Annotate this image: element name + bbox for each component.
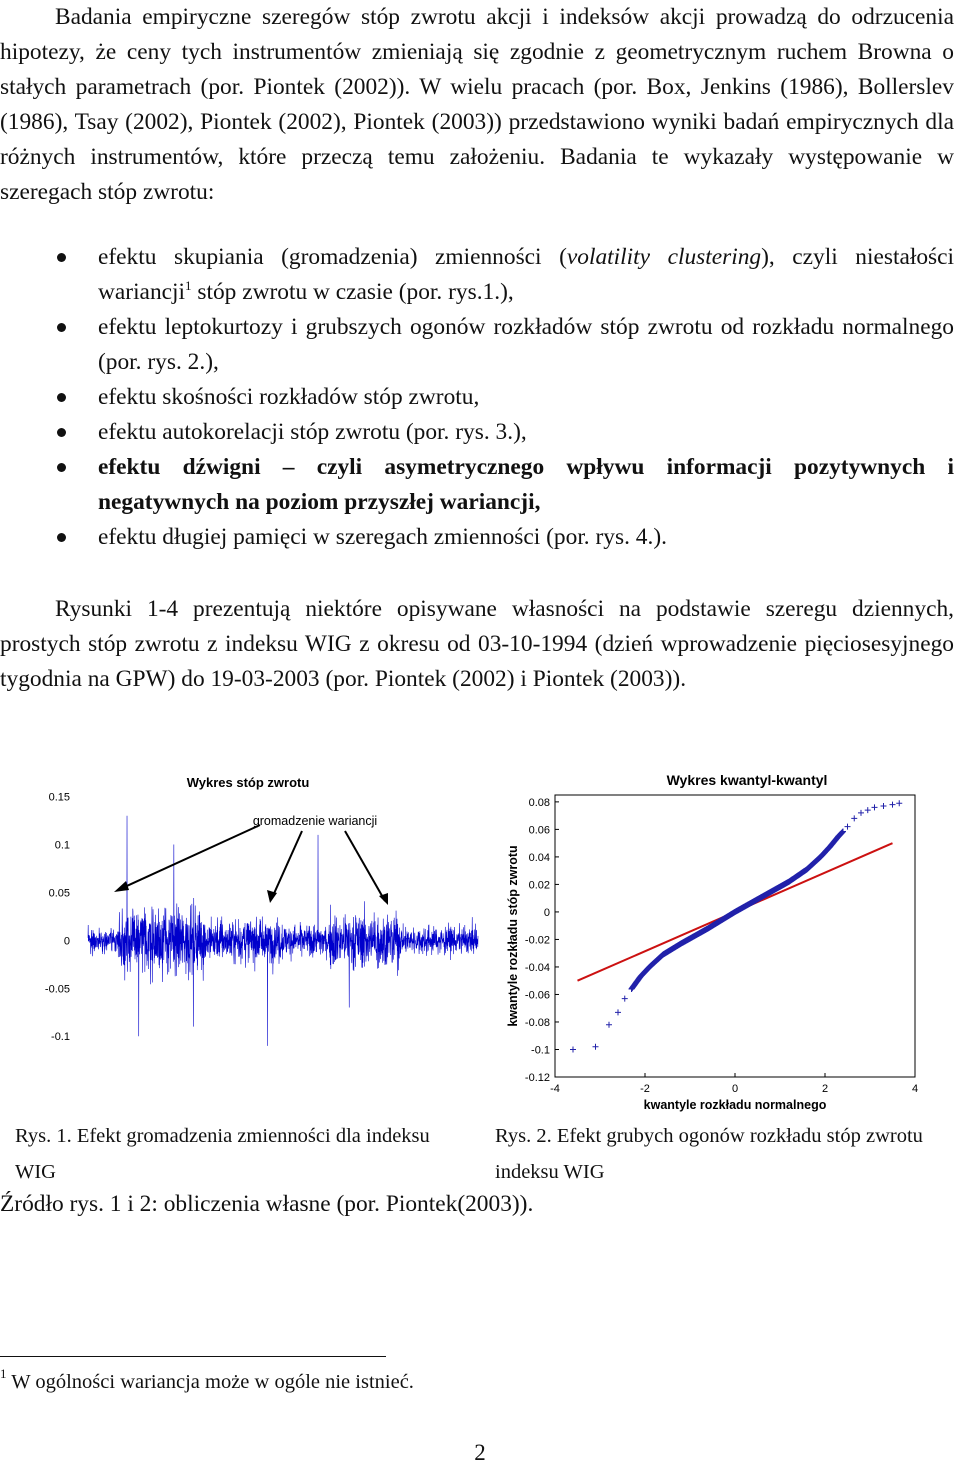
- figure-1-caption: Rys. 1. Efekt gromadzenia zmienności dla indeksu WIG: [15, 1125, 430, 1183]
- qq-point: [593, 1044, 599, 1050]
- y-tick-label: -0.04: [524, 961, 550, 974]
- y-tick-label: 0.1: [54, 839, 70, 852]
- footnote-rule: [0, 1356, 386, 1357]
- y-tick-label: 0.02: [528, 879, 550, 892]
- x-axis-ticks: [550, 1073, 918, 1095]
- y-tick-label: -0.1: [51, 1031, 70, 1044]
- intro-paragraph: Badania empiryczne szeregów stóp zwrotu akcji i indeksów akcji prowadzą do odrzucenia hipotezy, że ceny tych instrumentów zmieniają się zgodnie z geometrycznym ruchem Browna o stałych parametrach (por. Piontek (2002)). W wielu pracach (por. Box, Jenkins (1986), Bollerslev (1986), Tsay (2002), Piontek (2002), Piontek (2003)) przedstawiono wyniki badań empirycznych dla różnych instrumentów, które przeczą temu założeniu. Badania te wykazały występowanie w szeregach stóp zwrotu:: [0, 4, 954, 205]
- footnote: $^1$ W ogólności wariancja może w ogóle nie istnieć.: [0, 1366, 414, 1393]
- bullet-dot: [57, 428, 66, 437]
- x-tick-label: 2: [821, 1083, 829, 1095]
- list-item: efektu długiej pamięci w szeregach zmienności (por. rys. 4.).: [0, 520, 954, 555]
- footnote-ref: 1: [185, 278, 192, 293]
- annotation-arrows: [118, 825, 385, 901]
- y-axis-ticks: [45, 792, 70, 1044]
- y-tick-label: -0.02: [524, 934, 550, 947]
- annotation-arrow: [345, 831, 385, 901]
- x-tick-label: -4: [550, 1083, 560, 1095]
- x-tick-label: -2: [640, 1083, 650, 1095]
- figures-paragraph: Rysunki 1-4 prezentują niektóre opisywane własności na podstawie szeregu dziennych, prostych stóp zwrotu z indeksu WIG z okresu od 03-10-1994 (dzień wprowadzenie pięciosesyjnego tygodnia na GPW) do 19-03-2003 (por. Piontek (2002) i Piontek (2003)).: [0, 596, 954, 692]
- qq-point: [890, 802, 896, 808]
- arrowheads: [114, 881, 388, 905]
- italic-term: volatility clustering: [566, 244, 762, 270]
- y-axis-label: kwantyle rozkładu stóp zwrotu: [506, 845, 520, 1027]
- figure-2-caption: Rys. 2. Efekt grubych ogonów rozkładu stóp zwrotu indeksu WIG: [495, 1125, 923, 1183]
- qq-point: [872, 804, 878, 810]
- y-tick-label: 0: [543, 906, 550, 919]
- qq-point: [896, 800, 902, 806]
- list-item: efektu skupiania (gromadzenia) zmienności (volatility clustering), czyli niestałości wariancji$^1$ stóp zwrotu w czasie (por. rys.1.),: [0, 240, 954, 310]
- qq-plot: [495, 765, 960, 1120]
- chart-title: Wykres kwantyl-kwantyl: [666, 772, 828, 788]
- bullet-dot: [57, 393, 66, 402]
- y-tick-label: -0.08: [524, 1016, 550, 1029]
- returns-line-chart: [10, 765, 485, 1070]
- list-item: efektu skośności rozkładów stóp zwrotu,: [0, 380, 954, 415]
- x-tick-label: 4: [911, 1083, 919, 1095]
- y-tick-label: 0.05: [48, 887, 70, 900]
- qq-point: [570, 1046, 576, 1052]
- annotation-arrow: [272, 831, 302, 898]
- quantile-points: [570, 800, 902, 1052]
- y-tick-label: 0.08: [528, 796, 550, 809]
- bullet-dot: [57, 533, 66, 542]
- x-tick-label: 0: [731, 1083, 739, 1095]
- chart-title: Wykres stóp zwrotu: [186, 775, 310, 790]
- annotation-label: gromadzenie wariancji: [252, 814, 378, 828]
- qq-point: [622, 996, 628, 1002]
- effects-list: [0, 240, 954, 555]
- y-tick-label: 0.15: [48, 791, 70, 804]
- qq-point: [845, 824, 851, 830]
- y-tick-label: 0: [63, 935, 70, 948]
- y-axis-ticks: [525, 797, 559, 1084]
- y-tick-label: -0.06: [524, 989, 550, 1002]
- source-note: Źródło rys. 1 i 2: obliczenia własne (por. Piontek(2003)).: [0, 1191, 534, 1217]
- y-tick-label: -0.05: [44, 983, 70, 996]
- y-tick-label: -0.1: [531, 1044, 550, 1057]
- list-item: efektu autokorelacji stóp zwrotu (por. rys. 3.),: [0, 415, 954, 450]
- qq-point: [606, 1022, 612, 1028]
- y-tick-label: -0.12: [524, 1072, 550, 1084]
- annotation-arrow: [118, 825, 260, 890]
- page-number: 2: [474, 1440, 486, 1465]
- y-tick-label: 0.06: [528, 824, 550, 837]
- qq-point: [851, 815, 857, 821]
- plot-frame: [555, 795, 915, 1077]
- qq-point: [858, 810, 864, 816]
- x-axis-label: kwantyle rozkładu normalnego: [643, 1098, 827, 1112]
- bullet-dot: [57, 253, 66, 262]
- bullet-dot: [57, 463, 66, 472]
- y-tick-label: 0.04: [528, 851, 550, 864]
- list-item: efektu dźwigni – czyli asymetrycznego wpływu informacji pozytywnych i negatywnych na poziom przyszłej wariancji,: [0, 450, 954, 520]
- qq-point: [865, 807, 871, 813]
- bullet-dot: [57, 323, 66, 332]
- returns-series-line: [88, 816, 478, 1046]
- qq-point: [881, 803, 887, 809]
- list-item: efektu leptokurtozy i grubszych ogonów rozkładów stóp zwrotu od rozkładu normalnego (por. rys. 2.),: [0, 310, 954, 380]
- qq-point: [615, 1009, 621, 1015]
